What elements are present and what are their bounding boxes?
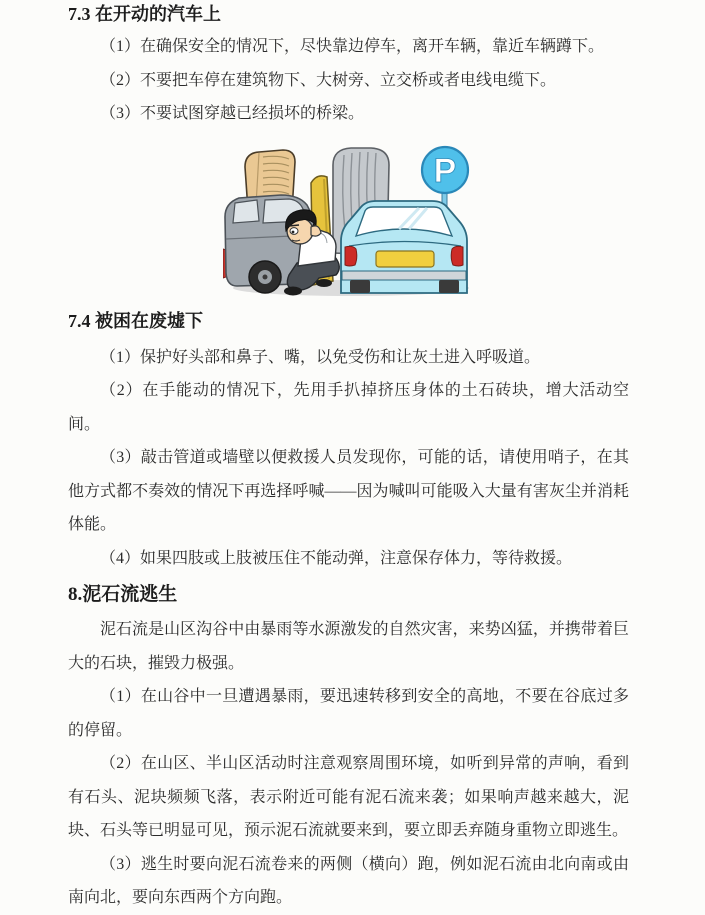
parking-sign-letter: P: [433, 151, 456, 190]
section-8-heading: 8.泥石流逃生: [68, 584, 178, 605]
section-8-intro: 泥石流是山区沟谷中由暴雨等水源激发的自然灾害，来势凶猛，并携带着巨大的石块，摧毁力极强。: [68, 621, 629, 672]
section-7-4-heading: 7.4 被困在废墟下: [68, 310, 203, 331]
section-7-3-item-1: （1）在确保安全的情况下，尽快靠边停车，离开车辆，靠近车辆蹲下。: [100, 38, 605, 55]
section-8-item-2: （2）在山区、半山区活动时注意观察周围环境，如听到异常的声响，看到有石头、泥块频频飞落，表示附近可能有泥石流来袭；如果响声越来越大，泥块、石头等已明显可见，预示泥石流就要来到，要立即丢弃随身重物立即逃生。: [68, 755, 629, 839]
section-7-3-item-3: （3）不要试图穿越已经损坏的桥梁。: [100, 105, 365, 122]
section-7-4-item-2: （2）在手能动的情况下，先用手扒掉挤压身体的土石砖块，增大活动空间。: [68, 382, 629, 433]
parking-safety-illustration: [68, 143, 629, 297]
section-7-3-item-2: （2）不要把车停在建筑物下、大树旁、立交桥或者电线电缆下。: [100, 71, 557, 89]
section-7-3-heading: 7.3 在开动的汽车上: [68, 4, 221, 24]
section-7-4-item-4: （4）如果四肢或上肢被压住不能动弹，注意保存体力，等待救援。: [100, 549, 573, 567]
section-7-4-item-3: （3）敲击管道或墙壁以便救援人员发现你，可能的话，请使用哨子，在其他方式都不奏效的情况下再选择呼喊——因为喊叫可能吸入大量有害灰尘并消耗体能。: [68, 449, 629, 533]
section-8-item-1: （1）在山谷中一旦遭遇暴雨，要迅速转移到安全的高地，不要在谷底过多的停留。: [68, 688, 629, 739]
section-8-item-3: （3）逃生时要向泥石流卷来的两侧（横向）跑，例如泥石流由北向南或由南向北，要向东西两个方向跑。: [68, 855, 629, 906]
parking-safety-illustration-svg: [223, 143, 475, 297]
section-7-4-item-1: （1）保护好头部和鼻子、嘴，以免受伤和让灰土进入呼吸道。: [100, 348, 541, 366]
blue-car-icon: [341, 201, 467, 293]
